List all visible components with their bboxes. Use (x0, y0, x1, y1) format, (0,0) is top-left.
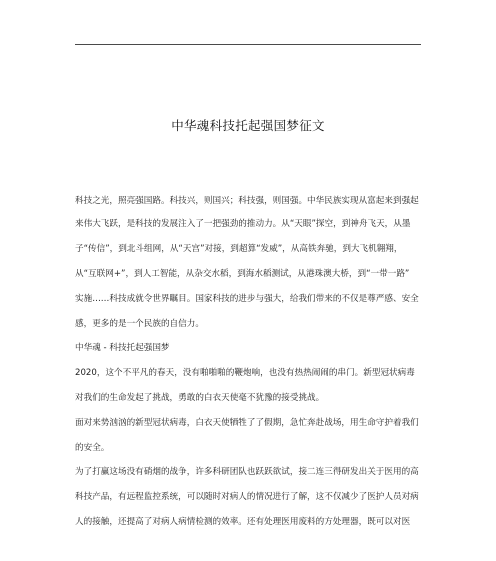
document-title: 中华魂科技托起强国梦征文 (171, 118, 325, 133)
section-heading: 中华魂 - 科技托起强国梦 (75, 343, 170, 353)
body-line-8: 2020，这个不平凡的春天，没有啪啪啪的鞭炮响，也没有热热闹闹的串门。新型冠状病毒 (75, 368, 415, 378)
body-line-10: 面对来势汹汹的新型冠状病毒，白衣天使牺牲了了假期，急忙奔赴战场，用生命守护着我们 (75, 418, 419, 428)
header-rule (75, 44, 421, 45)
body-line-3: 子“传信”，到北斗组网，从“天宫”对接，到超算“发威”，从高铁奔驰，到大飞机翱翔， (75, 244, 403, 254)
body-line-11: 的安全。 (75, 443, 110, 453)
body-line-2: 来伟大飞跃，是科技的发展注入了一把强劲的推动力。从“天眼”探空，到神舟飞天，从墨 (75, 219, 411, 229)
body-line-1: 科技之光，照亮强国路。科技兴，则国兴；科技强，则国强。中华民族实现从富起来到强起 (75, 196, 419, 206)
body-line-6: 感，更多的是一个民族的自信力。 (75, 319, 204, 329)
body-line-9: 对我们的生命发起了挑战，勇敢的白衣天使毫不犹豫的接受挑战。 (75, 393, 325, 403)
body-line-14: 人的接触，还提高了对病人病情检测的效率。还有处理医用废料的方处理器，既可以对医 (75, 517, 411, 527)
body-line-13: 科技产品，有远程监控系统，可以随时对病人的情况进行了解，这不仅减少了医护人员对病 (75, 492, 419, 502)
body-line-5: 实施……科技成就令世界瞩目。国家科技的进步与强大，给我们带来的不仅是尊严感、安全 (75, 294, 419, 304)
body-line-12: 为了打赢这场没有硝烟的战争，许多科研团队也跃跃欲试，接二连三得研发出关于医用的高 (75, 467, 419, 477)
body-line-4: 从“互联网+”，到人工智能，从杂交水稻，到海水稻测试，从港珠澳大桥，到“一带一路” (75, 269, 410, 279)
